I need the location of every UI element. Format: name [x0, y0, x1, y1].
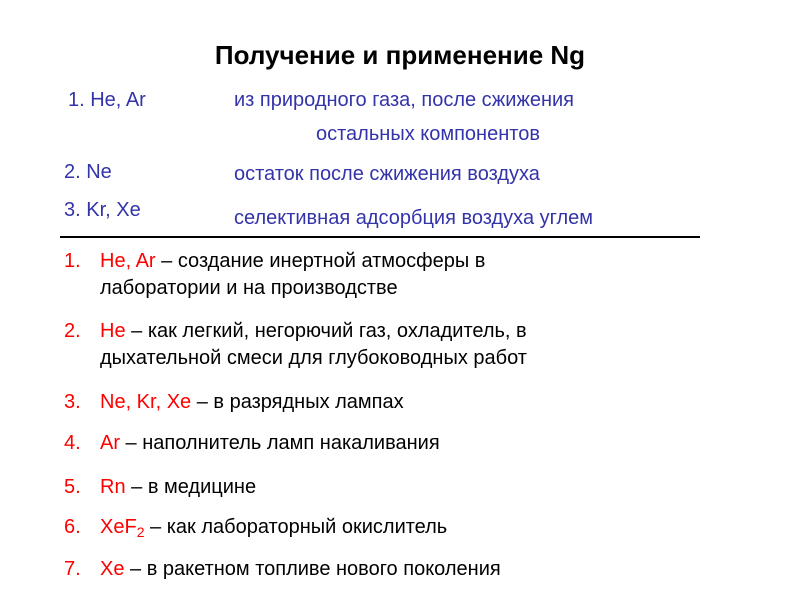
production-text-1-line2: остальных компонентов	[316, 123, 540, 145]
use-item-5	[64, 474, 256, 501]
use-text: – в разрядных лампах	[191, 391, 404, 413]
production-text-2: остаток после сжижения воздуха	[234, 163, 540, 185]
use-elements: XeF	[100, 516, 137, 538]
use-text: – как легкий, негорючий газ, охладитель, в	[125, 320, 527, 342]
use-item-6	[64, 514, 447, 541]
use-text: – в ракетном топливе нового поколения	[124, 558, 501, 580]
use-number: 5.	[64, 476, 81, 498]
production-label-1: 1. He, Ar	[68, 89, 146, 111]
use-elements-subscript: 2	[136, 524, 145, 540]
use-item-4	[64, 430, 440, 457]
use-number: 3.	[64, 391, 81, 413]
use-text: – наполнитель ламп накаливания	[120, 432, 440, 454]
use-elements: Rn	[100, 476, 126, 498]
production-text-1-line1: из природного газа, после сжижения	[234, 89, 574, 111]
use-elements: He, Ar	[100, 250, 156, 272]
use-text-continued: лаборатории и на производстве	[100, 277, 398, 299]
use-item-2	[64, 318, 527, 372]
production-text-3: селективная адсорбция воздуха углем	[234, 207, 594, 229]
section-divider	[60, 236, 700, 238]
use-number: 6.	[64, 516, 81, 538]
slide-title: Получение и применение Ng	[214, 40, 586, 70]
use-text: – создание инертной атмосферы в	[155, 250, 486, 272]
use-text-continued: дыхательной смеси для глубоководных работ	[100, 347, 527, 369]
use-text: – как лабораторный окислитель	[144, 516, 448, 538]
use-number: 4.	[64, 432, 81, 454]
use-elements: Ne, Kr, Xe	[100, 391, 192, 413]
use-number: 7.	[64, 558, 81, 580]
use-number: 2.	[64, 320, 81, 342]
production-label-2: 2. Ne	[64, 161, 112, 183]
production-label-3: 3. Kr, Xe	[64, 199, 141, 221]
use-elements: He	[100, 320, 126, 342]
use-item-1	[64, 248, 485, 302]
use-text: – в медицине	[125, 476, 257, 498]
use-item-7	[64, 556, 501, 583]
use-item-3	[64, 389, 404, 416]
use-number: 1.	[64, 250, 81, 272]
use-elements: Xe	[100, 558, 125, 580]
use-elements: Ar	[100, 432, 120, 454]
